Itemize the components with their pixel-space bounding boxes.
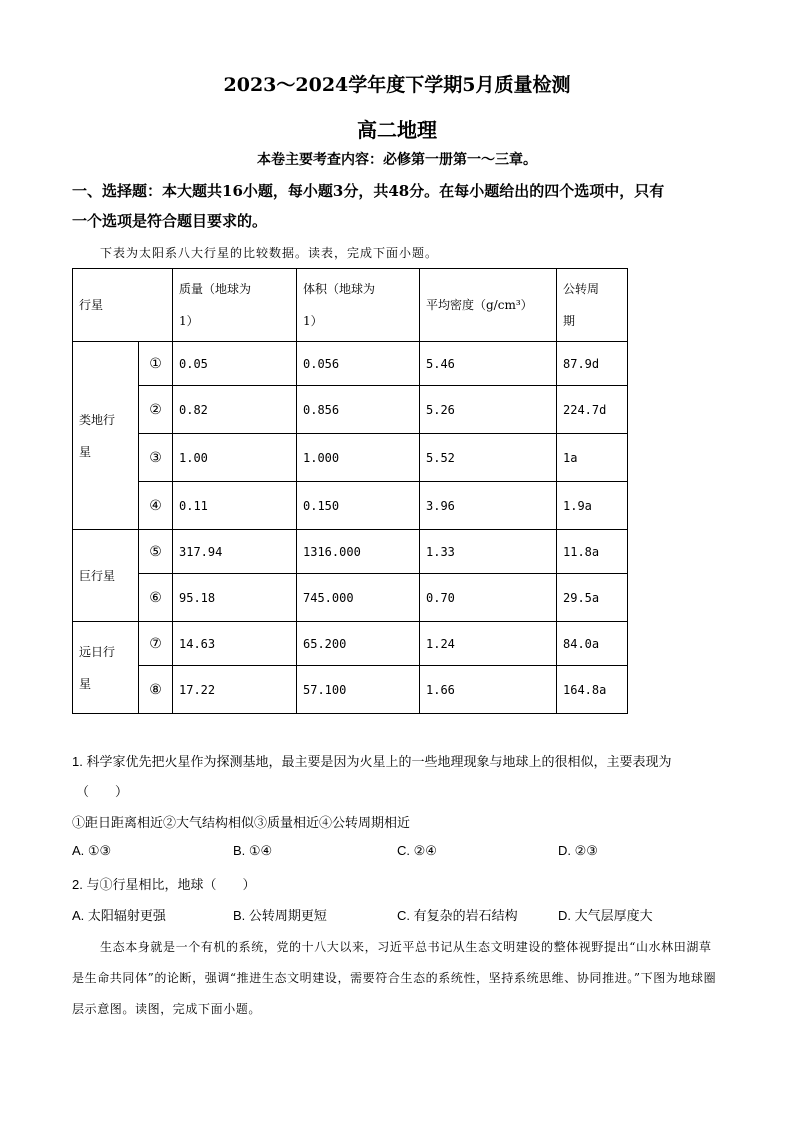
group-outer-line-1: 远日行 bbox=[79, 644, 116, 659]
row-index: ④ bbox=[139, 482, 173, 530]
table-row bbox=[73, 482, 628, 530]
group-giant: 巨行星 bbox=[73, 530, 139, 622]
cell-mass: 0.05 bbox=[173, 342, 297, 386]
row-index: ③ bbox=[139, 434, 173, 482]
section-heading-line-1: 一、选择题：本大题共16小题，每小题3分，共48分。在每小题给出的四个选项中，只有 bbox=[72, 182, 665, 200]
cell-volume: 0.056 bbox=[297, 342, 420, 386]
header-period-line-1: 公转周 bbox=[563, 282, 600, 296]
cell-mass: 0.11 bbox=[173, 482, 297, 530]
header-planet: 行星 bbox=[73, 269, 173, 342]
cell-density: 5.46 bbox=[420, 342, 557, 386]
cell-density: 5.52 bbox=[420, 434, 557, 482]
section-heading-line-2: 一个选项是符合题目要求的。 bbox=[72, 212, 268, 230]
row-index: ⑤ bbox=[139, 530, 173, 574]
cell-density: 1.33 bbox=[420, 530, 557, 574]
table-row bbox=[73, 434, 628, 482]
planet-table bbox=[72, 268, 628, 714]
question-1-option-d: D. ②③ bbox=[558, 843, 598, 858]
cell-period: 84.0a bbox=[557, 622, 628, 666]
header-period bbox=[557, 269, 628, 342]
cell-period: 29.5a bbox=[557, 574, 628, 622]
question-1-answer-paren: （ ） bbox=[76, 784, 129, 799]
question-1-option-c: C. ②④ bbox=[397, 843, 437, 858]
cell-density: 0.70 bbox=[420, 574, 557, 622]
header-volume-line-2: 1） bbox=[303, 314, 323, 328]
cell-mass: 95.18 bbox=[173, 574, 297, 622]
group-outer-line-2: 星 bbox=[79, 676, 92, 691]
group-terrestrial-line-1: 类地行 bbox=[79, 412, 116, 427]
cell-period: 224.7d bbox=[557, 386, 628, 434]
header-mass bbox=[173, 269, 297, 342]
cell-period: 164.8a bbox=[557, 666, 628, 714]
cell-volume: 1.000 bbox=[297, 434, 420, 482]
question-1-stem: 1. 科学家优先把火星作为探测基地，最主要是因为火星上的一些地理现象与地球上的很相似，主要表现为 bbox=[72, 754, 672, 769]
cell-mass: 1.00 bbox=[173, 434, 297, 482]
cell-volume: 0.150 bbox=[297, 482, 420, 530]
cell-mass: 317.94 bbox=[173, 530, 297, 574]
header-volume bbox=[297, 269, 420, 342]
cell-density: 3.96 bbox=[420, 482, 557, 530]
table-row bbox=[73, 622, 628, 666]
passage-paragraph: 生态本身就是一个有机的系统，党的十八大以来，习近平总书记从生态文明建设的整体视野提出“山水林田湖草是生命共同体”的论断，强调“推进生态文明建设，需要符合生态的系统性，坚持系统思维、协同推进。”下图为地球圈层示意图。读图，完成下面小题。 bbox=[72, 940, 717, 1016]
cell-period: 1.9a bbox=[557, 482, 628, 530]
table-intro: 下表为太阳系八大行星的比较数据。读表，完成下面小题。 bbox=[100, 246, 439, 260]
question-1-statements: ①距日距离相近②大气结构相似③质量相近④公转周期相近 bbox=[72, 815, 411, 830]
cell-volume: 745.000 bbox=[297, 574, 420, 622]
cell-volume: 65.200 bbox=[297, 622, 420, 666]
cell-density: 1.66 bbox=[420, 666, 557, 714]
table-row bbox=[73, 386, 628, 434]
cell-period: 11.8a bbox=[557, 530, 628, 574]
header-volume-line-1: 体积（地球为 bbox=[303, 282, 376, 296]
header-density: 平均密度（g/cm³） bbox=[420, 269, 557, 342]
exam-title: 2023～2024学年度下学期5月质量检测 bbox=[223, 74, 571, 96]
table-row bbox=[73, 530, 628, 574]
question-1-option-b: B. ①④ bbox=[233, 843, 273, 858]
question-2-option-a: A. 太阳辐射更强 bbox=[72, 908, 166, 923]
table-row bbox=[73, 666, 628, 714]
header-mass-line-1: 质量（地球为 bbox=[179, 282, 252, 296]
subject-title: 高二地理 bbox=[357, 118, 437, 142]
question-2-stem: 2. 与①行星相比，地球（ ） bbox=[72, 877, 256, 892]
cell-volume: 1316.000 bbox=[297, 530, 420, 574]
section-heading bbox=[72, 176, 732, 236]
group-outer bbox=[73, 622, 139, 714]
row-index: ⑦ bbox=[139, 622, 173, 666]
row-index: ② bbox=[139, 386, 173, 434]
table-row bbox=[73, 574, 628, 622]
row-index: ⑧ bbox=[139, 666, 173, 714]
header-period-line-2: 期 bbox=[563, 314, 576, 328]
group-terrestrial bbox=[73, 342, 139, 530]
question-2-option-c: C. 有复杂的岩石结构 bbox=[397, 908, 518, 923]
cell-volume: 0.856 bbox=[297, 386, 420, 434]
question-2-option-d: D. 大气层厚度大 bbox=[558, 908, 653, 923]
cell-density: 1.24 bbox=[420, 622, 557, 666]
question-2-option-b: B. 公转周期更短 bbox=[233, 908, 327, 923]
table-header-row bbox=[73, 269, 628, 342]
cell-mass: 17.22 bbox=[173, 666, 297, 714]
row-index: ⑥ bbox=[139, 574, 173, 622]
header-mass-line-2: 1） bbox=[179, 314, 199, 328]
cell-density: 5.26 bbox=[420, 386, 557, 434]
cell-volume: 57.100 bbox=[297, 666, 420, 714]
cell-period: 87.9d bbox=[557, 342, 628, 386]
table-row bbox=[73, 342, 628, 386]
cell-mass: 0.82 bbox=[173, 386, 297, 434]
cell-mass: 14.63 bbox=[173, 622, 297, 666]
question-1-option-a: A. ①③ bbox=[72, 843, 112, 858]
group-terrestrial-line-2: 星 bbox=[79, 444, 92, 459]
row-index: ① bbox=[139, 342, 173, 386]
cell-period: 1a bbox=[557, 434, 628, 482]
scope-note: 本卷主要考查内容：必修第一册第一～三章。 bbox=[257, 152, 537, 168]
